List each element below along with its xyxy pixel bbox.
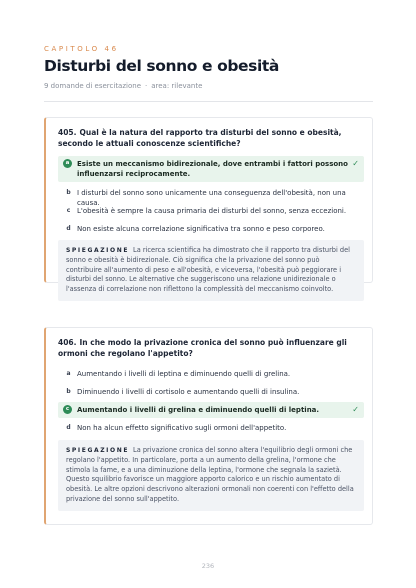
option-a[interactable] <box>58 366 364 382</box>
question-text <box>58 337 358 359</box>
option-text: Aumentando i livelli di leptina e diminuendo quelli di grelina. <box>77 370 291 378</box>
explanation-box <box>58 240 364 301</box>
meta-separator: · <box>145 82 148 90</box>
option-letter: c <box>66 207 71 214</box>
explanation-label: SPIEGAZIONE <box>66 447 130 454</box>
option-d[interactable] <box>58 221 364 237</box>
explanation-text: La privazione cronica del sonno altera l'equilibrio degli ormoni che regolano l'appetito. In particolare, porta a un aumento della grelina, l'ormone che stimola la fame, e a una diminuzione della leptina, l'ormone che segnala la sazietà. Questo squilibrio favorisce un maggiore apporto calorico e un rischio aumentato di obesità. Le altre opzioni descrivono alterazioni ormonali non coerenti con l'effetto della privazione del sonno sull'appetito. <box>66 446 354 503</box>
question-card-406 <box>44 327 373 525</box>
option-text: I disturbi del sonno sono unicamente una conseguenza dell'obesità, non una causa. <box>77 189 346 207</box>
option-text: Non esiste alcuna correlazione significativa tra sonno e peso corporeo. <box>77 225 325 233</box>
check-icon: ✓ <box>352 405 359 414</box>
chapter-meta <box>44 82 202 90</box>
area-label: area: rilevante <box>151 82 203 90</box>
option-text: Aumentando i livelli di grelina e diminuendo quelli di leptina. <box>77 406 320 414</box>
option-letter: a <box>63 159 72 168</box>
option-d[interactable] <box>58 420 364 436</box>
option-text: L'obesità è sempre la causa primaria dei disturbi del sonno, senza eccezioni. <box>77 207 347 215</box>
explanation-box <box>58 440 364 511</box>
option-letter: d <box>66 225 71 232</box>
question-card-405 <box>44 117 373 294</box>
option-text: Esiste un meccanismo bidirezionale, dove entrambi i fattori possono influenzarsi reciprocamente. <box>77 160 348 178</box>
question-prompt: Qual è la natura del rapporto tra disturbi del sonno e obesità, secondo le attuali conoscenze scientifiche? <box>58 128 342 148</box>
explanation-label: SPIEGAZIONE <box>66 247 130 254</box>
check-icon: ✓ <box>352 159 359 168</box>
page-number: 236 <box>201 562 215 570</box>
option-c[interactable] <box>58 203 364 219</box>
explanation-text: La ricerca scientifica ha dimostrato che il rapporto tra disturbi del sonno e obesità è bidirezionale. Ciò significa che la privazione del sonno può contribuire all'aumento di peso e all'obesità, e viceversa, l'obesità può peggiorare i disturbi del sonno. Le alternative che suggeriscono una relazione unidirezionale o l'assenza di correlazione non riflettono la complessità del meccanismo coinvolto. <box>66 246 350 294</box>
option-letter: b <box>66 189 71 196</box>
option-text: Non ha alcun effetto significativo sugli ormoni dell'appetito. <box>77 424 287 432</box>
question-text <box>58 127 358 149</box>
option-letter: c <box>63 405 72 414</box>
question-number: 406. <box>58 338 77 347</box>
option-letter: b <box>66 388 71 395</box>
option-letter: d <box>66 424 71 431</box>
option-b[interactable] <box>58 384 364 400</box>
chapter-label: CAPITOLO 46 <box>44 45 119 53</box>
header-divider <box>44 101 373 102</box>
option-text: Diminuendo i livelli di cortisolo e aumentando quelli di insulina. <box>77 388 300 396</box>
page-title: Disturbi del sonno e obesità <box>44 57 279 75</box>
question-number: 405. <box>58 128 77 137</box>
option-c[interactable] <box>58 402 364 418</box>
option-letter: a <box>66 370 71 377</box>
option-a[interactable] <box>58 156 364 182</box>
question-prompt: In che modo la privazione cronica del sonno può influenzare gli ormoni che regolano l'appetito? <box>58 338 347 358</box>
question-count: 9 domande di esercitazione <box>44 82 141 90</box>
